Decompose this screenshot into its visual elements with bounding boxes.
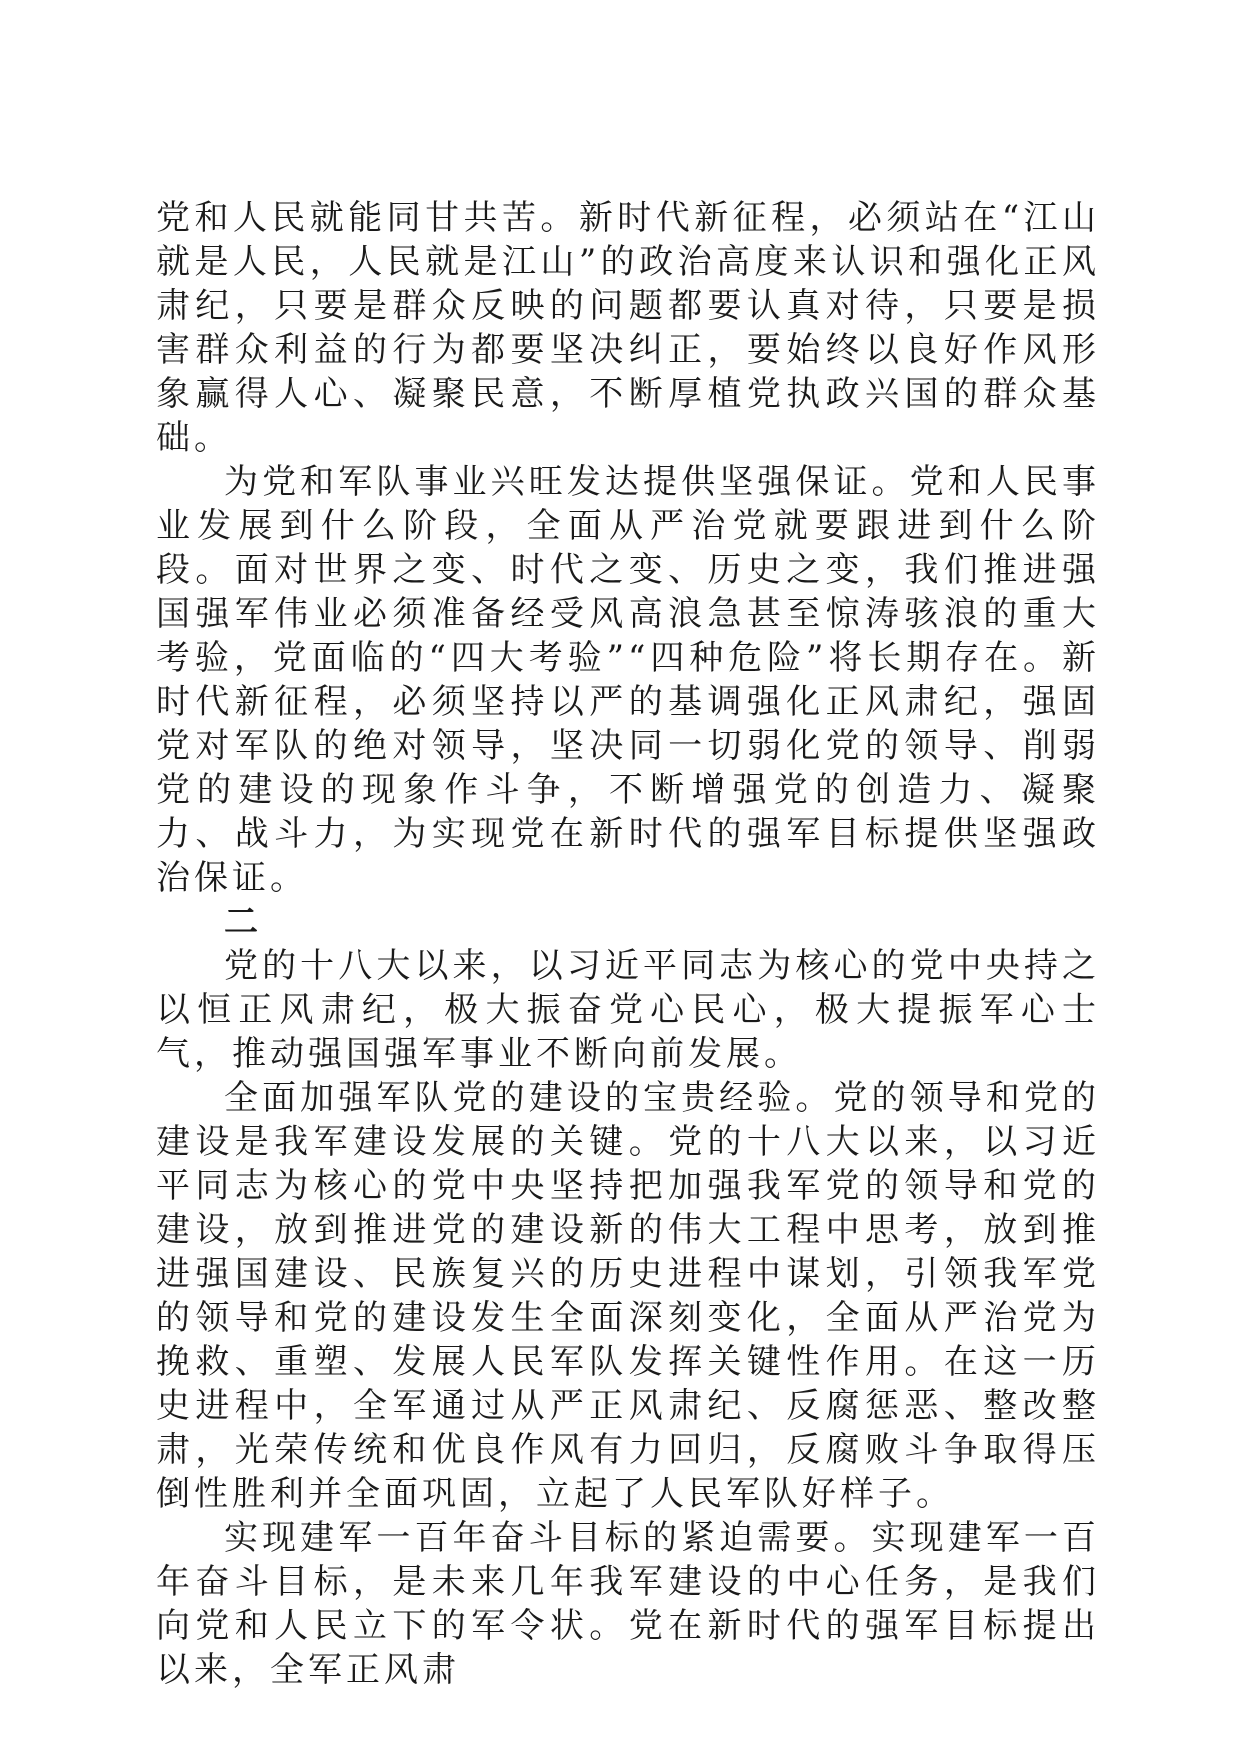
document-page xyxy=(156,196,1100,1692)
paragraph-intro: 党的十八大以来，以习近平同志为核心的党中央持之以恒正风肃纪，极大振奋党心民心，极大提振军心士气，推动强国强军事业不断向前发展。 xyxy=(156,946,1100,1074)
section-heading: 二 xyxy=(224,902,262,942)
paragraph-party-building: 全面加强军队党的建设的宝贵经验。党的领导和党的建设是我军建设发展的关键。党的十八大以来，以习近平同志为核心的党中央坚持把加强我军党的领导和党的建设，放到推进党的建设新的伟大工程中思考，放到推进强国建设、民族复兴的历史进程中谋划，引领我军党的领导和党的建设发生全面深刻变化，全面从严治党为挽救、重塑、发展人民军队发挥关键性作用。在这一历史进程中，全军通过从严正风肃纪、反腐惩恶、整改整肃，光荣传统和优良作风有力回归，反腐败斗争取得压倒性胜利并全面巩固，立起了人民军队好样子。 xyxy=(156,1078,1100,1514)
paragraph-continuation: 党和人民就能同甘共苦。新时代新征程，必须站在“江山就是人民，人民就是江山”的政治高度来认识和强化正风肃纪，只要是群众反映的问题都要认真对待，只要是损害群众利益的行为都要坚决纠正，要始终以良好作风形象赢得人心、凝聚民意，不断厚植党执政兴国的群众基础。 xyxy=(156,198,1100,458)
paragraph-guarantee: 为党和军队事业兴旺发达提供坚强保证。党和人民事业发展到什么阶段，全面从严治党就要跟进到什么阶段。面对世界之变、时代之变、历史之变，我们推进强国强军伟业必须准备经受风高浪急甚至惊涛骇浪的重大考验，党面临的“四大考验”“四种危险”将长期存在。新时代新征程，必须坚持以严的基调强化正风肃纪，强固党对军队的绝对领导，坚决同一切弱化党的领导、削弱党的建设的现象作斗争，不断增强党的创造力、凝聚力、战斗力，为实现党在新时代的强军目标提供坚强政治保证。 xyxy=(156,462,1100,898)
paragraph-centennial-goal: 实现建军一百年奋斗目标的紧迫需要。实现建军一百年奋斗目标，是未来几年我军建设的中心任务，是我们向党和人民立下的军令状。党在新时代的强军目标提出以来，全军正风肃 xyxy=(156,1518,1100,1690)
